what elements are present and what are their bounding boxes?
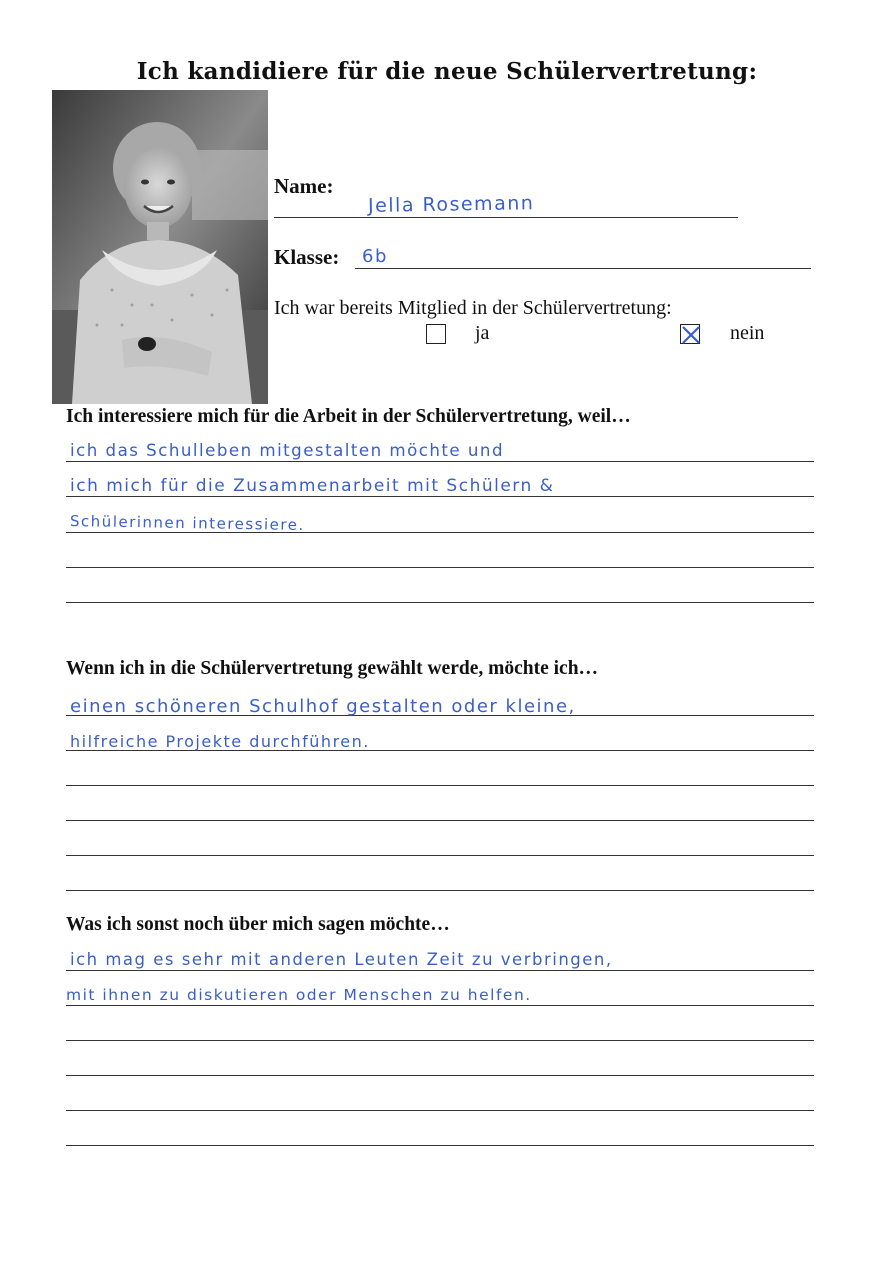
writing-line (66, 532, 814, 533)
writing-line (66, 1110, 814, 1111)
form-title: Ich kandidiere für die neue Schülervertretung: (136, 58, 758, 85)
writing-line (66, 1005, 814, 1006)
member-question: Ich war bereits Mitglied in der Schülervertretung: (274, 297, 672, 319)
writing-line (66, 567, 814, 568)
writing-line (66, 1040, 814, 1041)
writing-line (66, 890, 814, 891)
answer-line[interactable]: einen schöneren Schulhof gestalten oder kleine, (70, 696, 576, 717)
answer-line[interactable]: ich das Schulleben mitgestalten möchte und (70, 441, 505, 461)
writing-line (66, 1145, 814, 1146)
class-label: Klasse: (274, 245, 340, 269)
answer-line[interactable]: hilfreiche Projekte durchführen. (70, 732, 370, 751)
class-line (355, 268, 811, 269)
check-mark-icon (681, 325, 701, 345)
writing-line (66, 970, 814, 971)
answer-line[interactable]: mit ihnen zu diskutieren oder Menschen zu helfen. (66, 986, 532, 1004)
checkbox-ja[interactable] (426, 324, 446, 344)
candidate-photo (52, 90, 268, 404)
writing-line (66, 785, 814, 786)
label-ja: ja (475, 322, 490, 344)
section-1-heading: Ich interessiere mich für die Arbeit in der Schülervertretung, weil… (66, 406, 631, 427)
section-2-heading: Wenn ich in die Schülervertretung gewählt werde, möchte ich… (66, 658, 599, 679)
writing-line (66, 496, 814, 497)
writing-line (66, 855, 814, 856)
class-value[interactable]: 6b (362, 246, 388, 267)
answer-line[interactable]: Schülerinnen interessiere. (69, 512, 305, 535)
name-value[interactable]: Jella Rosemann (367, 192, 535, 217)
writing-line (66, 820, 814, 821)
section-3-heading: Was ich sonst noch über mich sagen möchte… (66, 914, 450, 935)
answer-line[interactable]: ich mich für die Zusammenarbeit mit Schülern & (70, 476, 555, 496)
writing-line (66, 461, 814, 462)
checkbox-nein[interactable] (680, 324, 700, 344)
label-nein: nein (730, 322, 765, 344)
writing-line (66, 1075, 814, 1076)
name-label: Name: (274, 174, 334, 198)
name-line (274, 217, 738, 218)
writing-line (66, 602, 814, 603)
answer-line[interactable]: ich mag es sehr mit anderen Leuten Zeit zu verbringen, (70, 950, 613, 969)
